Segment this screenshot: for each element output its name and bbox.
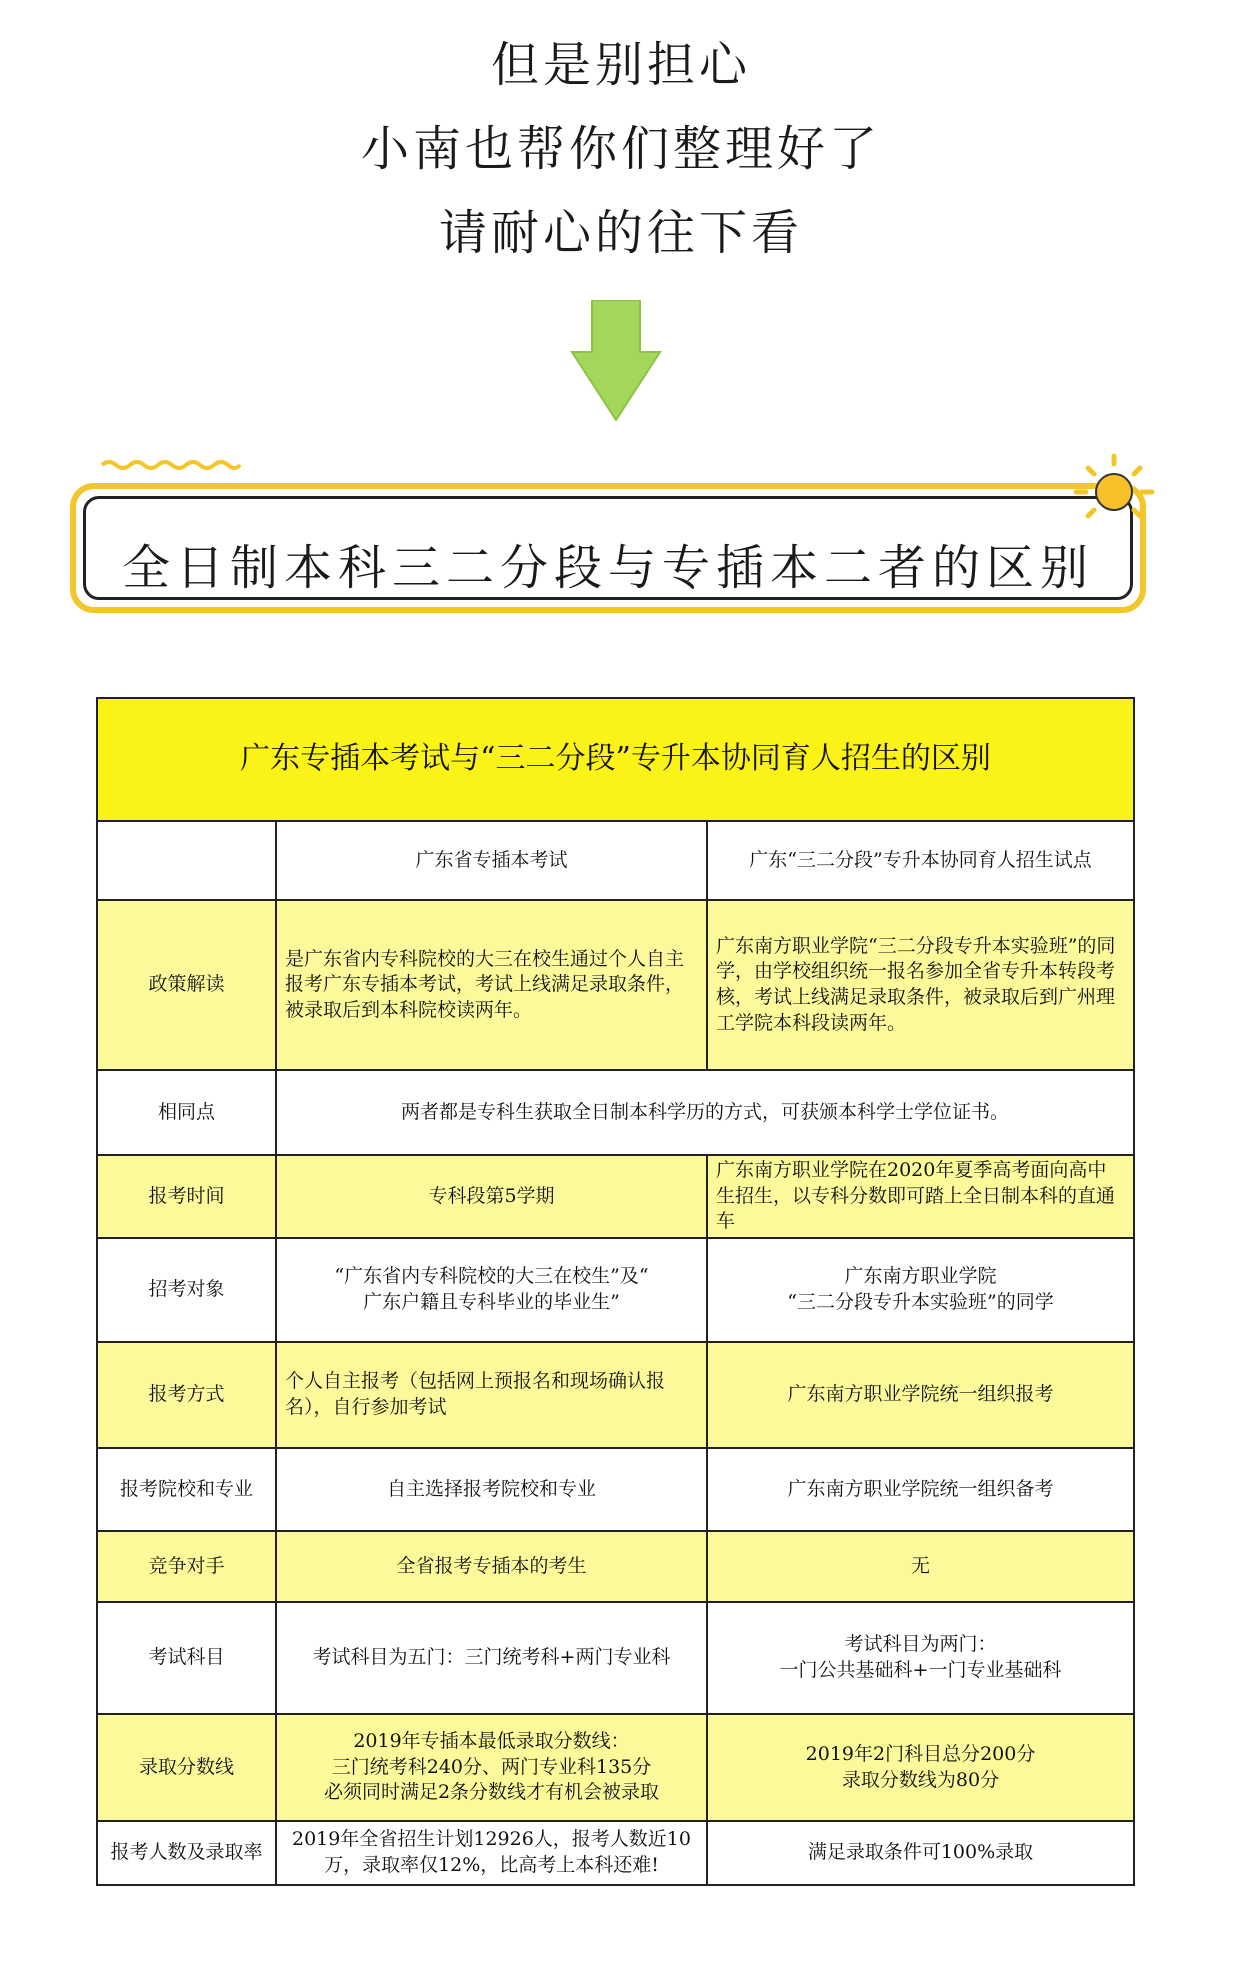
row-label-rival: 竞争对手 — [97, 1531, 276, 1602]
intro-line-3: 请耐心的往下看 — [438, 205, 803, 261]
cell-score-zcb — [276, 1714, 707, 1821]
cell-policy-zcb: 是广东省内专科院校的大三在校生通过个人自主报考广东专插本考试，考试上线满足录取条件，被录取后到本科院校读两年。 — [276, 900, 707, 1070]
section-title: 全日制本科三二分段与专插本二者的区别 — [121, 540, 1094, 596]
cell-school-32: 广东南方职业学院统一组织备考 — [707, 1448, 1134, 1531]
row-label-score: 录取分数线 — [97, 1714, 276, 1821]
row-label-rate: 报考人数及录取率 — [97, 1821, 276, 1885]
cell-method-32: 广东南方职业学院统一组织报考 — [707, 1342, 1134, 1448]
cell-target-32 — [707, 1238, 1134, 1342]
row-label-policy: 政策解读 — [97, 900, 276, 1070]
cell-rival-zcb: 全省报考专插本的考生 — [276, 1531, 707, 1602]
cell-time-zcb: 专科段第5学期 — [276, 1155, 707, 1238]
cell-method-zcb: 个人自主报考（包括网上预报名和现场确认报名），自行参加考试 — [276, 1342, 707, 1448]
cell-target-32-line2: “三二分段专升本实验班”的同学 — [787, 1291, 1054, 1313]
cell-policy-32: 广东南方职业学院“三二分段专升本实验班”的同学，由学校组织统一报名参加全省专升本转段考核，考试上线满足录取条件，被录取后到广州理工学院本科段读两年。 — [707, 900, 1134, 1070]
section-title-inner-frame — [83, 496, 1133, 600]
cell-target-zcb-line2: 广东户籍且专科毕业的毕业生” — [363, 1291, 620, 1313]
cell-target-zcb-line1: “广东省内专科院校的大三在校生”及“ — [334, 1265, 649, 1288]
row-label-subjects: 考试科目 — [97, 1602, 276, 1714]
cell-rival-32: 无 — [707, 1531, 1134, 1602]
intro-line-2: 小南也帮你们整理好了 — [360, 121, 881, 177]
cell-target-zcb — [276, 1238, 707, 1342]
row-label-time: 报考时间 — [97, 1155, 276, 1238]
cell-score-32-line2: 录取分数线为80分 — [841, 1768, 1000, 1791]
row-label-method: 报考方式 — [97, 1342, 276, 1448]
cell-score-zcb-line1: 2019年专插本最低录取分数线： — [353, 1730, 630, 1753]
row-label-common: 相同点 — [97, 1070, 276, 1155]
cell-school-zcb: 自主选择报考院校和专业 — [276, 1448, 707, 1531]
cell-time-32: 广东南方职业学院在2020年夏季高考面向高中生招生，以专科分数即可踏上全日制本科的直通车 — [707, 1155, 1134, 1238]
cell-score-32-line1: 2019年2门科目总分200分 — [805, 1742, 1036, 1765]
table-title: 广东专插本考试与“三二分段”专升本协同育人招生的区别 — [97, 698, 1134, 821]
cell-score-zcb-line3: 必须同时满足2条分数线才有机会被录取 — [323, 1781, 660, 1804]
cell-score-32 — [707, 1714, 1134, 1821]
row-label-school: 报考院校和专业 — [97, 1448, 276, 1531]
cell-rate-zcb: 2019年全省招生计划12926人，报考人数近10万，录取率仅12%，比高考上本科还难! — [276, 1821, 707, 1885]
cell-subjects-32-line1: 考试科目为两门： — [844, 1633, 997, 1656]
cell-target-32-line1: 广东南方职业学院 — [844, 1265, 997, 1288]
cell-score-zcb-line2: 三门统考科240分、两门专业科135分 — [331, 1755, 652, 1778]
column-header-32: 广东“三二分段”专升本协同育人招生试点 — [707, 821, 1134, 900]
table-header-empty — [97, 821, 276, 900]
section-title-frame — [70, 483, 1146, 613]
column-header-zcb: 广东省专插本考试 — [276, 821, 707, 900]
intro-line-1: 但是别担心 — [490, 37, 751, 93]
sun-icon — [1058, 450, 1158, 530]
decorative-squiggle-icon — [100, 458, 242, 472]
cell-subjects-32 — [707, 1602, 1134, 1714]
cell-common: 两者都是专科生获取全日制本科学历的方式，可获颁本科学士学位证书。 — [276, 1070, 1134, 1155]
cell-subjects-zcb: 考试科目为五门：三门统考科+两门专业科 — [276, 1602, 707, 1714]
cell-subjects-32-line2: 一门公共基础科+一门专业基础科 — [779, 1659, 1062, 1681]
down-arrow-icon — [570, 300, 662, 422]
cell-rate-32: 满足录取条件可100%录取 — [707, 1821, 1134, 1885]
row-label-target: 招考对象 — [97, 1238, 276, 1342]
comparison-table — [96, 697, 1135, 1886]
